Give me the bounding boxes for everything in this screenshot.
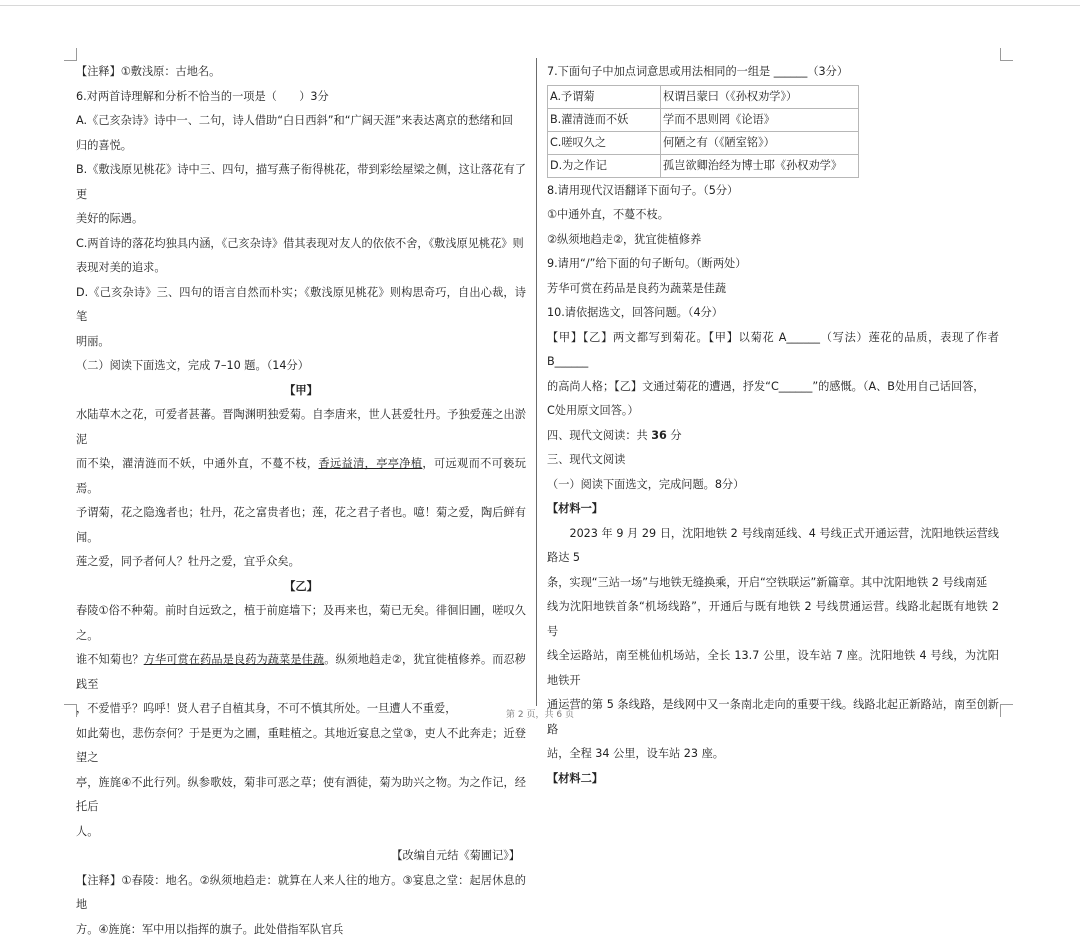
q7-option-b-value: 学而不思则罔《论语》	[661, 108, 859, 131]
q6-option-d-line1: D.《己亥杂诗》三、四句的语言自然而朴实；《敷浅原见桃花》则构思奇巧，自出心裁，诗笔	[76, 281, 526, 330]
sec4-prefix: 四、现代文阅读：共	[547, 429, 651, 442]
material-1-line5: 通运营的第 5 条线路，是线网中又一条南北走向的重要干线。线路北起正新路站，南至创新路	[547, 693, 999, 742]
q7-option-d-value: 孤岂欲卿治经为博士耶《孙权劝学》	[661, 154, 859, 177]
q7-options-table	[547, 85, 859, 178]
top-edge	[0, 5, 1080, 6]
jia-line2-end: ，可远观而不可亵玩焉。	[76, 457, 526, 495]
sec4-score: 36	[651, 429, 667, 442]
yi-underlined-phrase: 方华可赏在药品是良药为蔬菜是佳蔬	[144, 653, 325, 666]
crop-mark-top-right	[1000, 48, 1013, 61]
passage-jia-line2	[76, 452, 526, 501]
q10-line3: C处用原文回答。）	[547, 399, 999, 424]
table-row	[548, 131, 859, 154]
column-divider	[536, 58, 537, 706]
q8-sentence-1: ①中通外直，不蔓不枝。	[547, 203, 999, 228]
question-8: 8.请用现代汉语翻译下面句子。（5分）	[547, 179, 999, 204]
section-2-heading: （二）阅读下面选文，完成 7–10 题。（14分）	[76, 354, 526, 379]
question-10: 10.请依据选文，回答问题。（4分）	[547, 301, 999, 326]
section-3-sub-heading: （一）阅读下面选文，完成问题。8分）	[547, 473, 999, 498]
passage-yi-line3: ，不爱惜乎？呜呼！贤人君子自植其身，不可不慎其所处。一旦遭人不重爱，	[76, 697, 526, 722]
passage-yi-title: 【乙】	[76, 575, 526, 600]
passage-yi-line4: 如此菊也，悲伤奈何？于是更为之圃，重畦植之。其地近宴息之堂③，吏人不此奔走；近登望之	[76, 722, 526, 771]
page-number-footer: 第 2 页，共 6 页	[0, 707, 1080, 720]
section-3-heading: 三、现代文阅读	[547, 448, 999, 473]
table-row	[548, 108, 859, 131]
passage-source: 【改编自元结《菊圃记》】	[76, 844, 526, 869]
q10-line2: 的高尚人格；【乙】文通过菊花的遭遇，抒发“C______”的感慨。（A、B处用自己话回答，	[547, 375, 999, 400]
question-6: 6.对两首诗理解和分析不恰当的一项是（ ）3分	[76, 85, 526, 110]
passage-yi-line5: 亭，旌旄④不此行列。纵参歌妓，菊非可恶之草；使有酒徒，菊为助兴之物。为之作记，经托后	[76, 771, 526, 820]
q7-option-c-value: 何陋之有（《陋室铭》）	[661, 131, 859, 154]
q8-sentence-2: ②纵须地趋走②，犹宜徙植修养	[547, 228, 999, 253]
right-column	[547, 60, 999, 791]
note-top: 【注释】①敷浅原：古地名。	[76, 60, 526, 85]
section-4-heading	[547, 424, 999, 449]
q7-option-a-value: 权谓吕蒙曰（《孙权劝学》）	[661, 85, 859, 108]
q6-option-c-line2: 表现对美的追求。	[76, 256, 526, 281]
yi-line2-end: 。纵须地趋走②，犹宜徙植修养。而忍秽践至	[76, 653, 526, 691]
q6-option-b-line1: B.《敷浅原见桃花》诗中三、四句，描写燕子衔得桃花，带到彩绘屋梁之侧，这让落花有了更	[76, 158, 526, 207]
jia-line2-start: 而不染，濯清涟而不妖，中通外直，不蔓不枝，	[76, 457, 318, 470]
yi-line2-start: 谁不知菊也？	[76, 653, 144, 666]
material-2-title: 【材料二】	[547, 767, 999, 792]
passage-yi-line6: 人。	[76, 820, 526, 845]
q7-option-a-key: A.予谓菊	[548, 85, 661, 108]
passage-yi-line2	[76, 648, 526, 697]
note-bottom-line1: 【注释】①春陵：地名。②纵须地趋走：就算在人来人往的地方。③宴息之堂：起居休息的地	[76, 869, 526, 918]
question-9: 9.请用“/”给下面的句子断句。（断两处）	[547, 252, 999, 277]
q7-option-d-key: D.为之作记	[548, 154, 661, 177]
material-1-line4: 线全运路站，南至桃仙机场站，全长 13.7 公里，设车站 7 座。沈阳地铁 4 号线，为沈阳地铁开	[547, 644, 999, 693]
table-row	[548, 85, 859, 108]
q6-option-a-line1: A.《己亥杂诗》诗中一、二句，诗人借助“白日西斜”和“广阔天涯”来表达离京的愁绪和回	[76, 109, 526, 134]
table-row	[548, 154, 859, 177]
note-bottom-line2: 方。④旌旄：军中用以指挥的旗子。此处借指军队官兵	[76, 918, 526, 942]
passage-yi-line1: 春陵①俗不种菊。前时自远致之，植于前庭墙下；及再来也，菊已无矣。徘徊旧圃，嗟叹久之。	[76, 599, 526, 648]
material-1-title: 【材料一】	[547, 497, 999, 522]
left-column	[76, 60, 526, 942]
passage-jia-line4: 莲之爱，同予者何人？牡丹之爱，宜乎众矣。	[76, 550, 526, 575]
q9-sentence: 芳华可赏在药品是良药为蔬菜是佳蔬	[547, 277, 999, 302]
q6-option-b-line2: 美好的际遇。	[76, 207, 526, 232]
q6-option-c-line1: C.两首诗的落花均独具内涵，《己亥杂诗》借其表现对友人的依依不舍，《敷浅原见桃花》则	[76, 232, 526, 257]
question-7: 7.下面句子中加点词意思或用法相同的一组是 ______（3分）	[547, 60, 999, 85]
material-1-line6: 站，全程 34 公里，设车站 23 座。	[547, 742, 999, 767]
material-1-line2: 条，实现“三站一场”与地铁无缝换乘，开启“空铁联运”新篇章。其中沈阳地铁 2 号线南延	[547, 571, 999, 596]
jia-underlined-phrase: 香远益清，亭亭净植	[318, 457, 422, 470]
q7-option-b-key: B.濯清涟而不妖	[548, 108, 661, 131]
q7-option-c-key: C.嗟叹久之	[548, 131, 661, 154]
material-1-line1: 2023 年 9 月 29 日，沈阳地铁 2 号线南延线、4 号线正式开通运营，沈阳地铁运营线路达 5	[547, 522, 999, 571]
sec4-suffix: 分	[667, 429, 682, 442]
q6-option-d-line2: 明丽。	[76, 330, 526, 355]
passage-jia-line3: 予谓菊，花之隐逸者也；牡丹，花之富贵者也；莲，花之君子者也。噫！菊之爱，陶后鲜有闻。	[76, 501, 526, 550]
q10-line1: 【甲】【乙】两文都写到菊花。【甲】以菊花 A______（写法）莲花的品质，表现了作者 B______	[547, 326, 999, 375]
q6-option-a-line2: 归的喜悦。	[76, 134, 526, 159]
passage-jia-title: 【甲】	[76, 379, 526, 404]
material-1-line3: 线为沈阳地铁首条“机场线路”，开通后与既有地铁 2 号线贯通运营。线路北起既有地铁 2 号	[547, 595, 999, 644]
passage-jia-line1: 水陆草木之花，可爱者甚蕃。晋陶渊明独爱菊。自李唐来，世人甚爱牡丹。予独爱莲之出淤泥	[76, 403, 526, 452]
